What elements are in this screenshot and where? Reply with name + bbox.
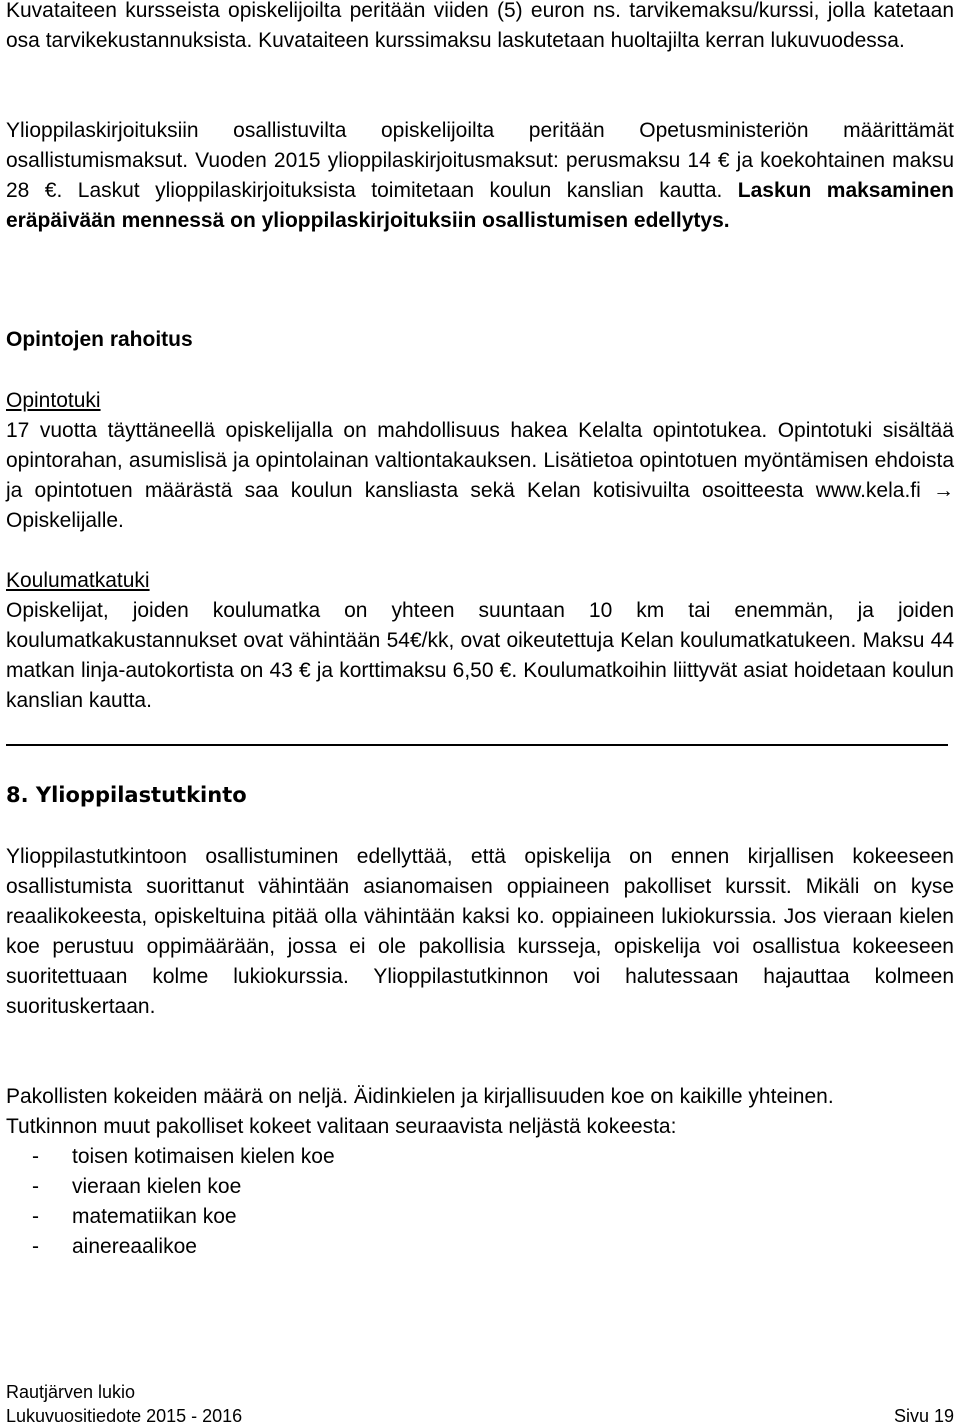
payment-requirement-text: Laskun maksaminen eräpäivään mennessä on ylioppilaskirjoituksiin osallistumisen edellytys. [6,179,954,232]
subheading-study-grant: Opintotuki [6,389,101,412]
matriculation-heading-block [6,780,954,810]
section-heading-matriculation: 8. Ylioppilastutkinto [6,783,247,807]
section-heading-financing: Opintojen rahoitus [6,328,193,351]
footer-page-number: Sivu 19 [893,1406,954,1426]
art-fee-text: Kuvataiteen kursseista opiskelijoilta peritään viiden (5) euron ns. tarvikemaksu/kurssi, jolla katetaan osa tarvikekustannuksista. Kuvataiteen kurssimaksu laskutetaan huoltajilta kerran lukuvuodessa. [6,0,954,52]
financing-heading-block [6,325,954,355]
other-exams-text: Tutkinnon muut pakolliset kokeet valitaan seuraavista neljästä kokeesta: [6,1115,677,1138]
school-travel-block [6,566,954,716]
school-travel-text: Opiskelijat, joiden koulumatka on yhteen suuntaan 10 km tai enemmän, ja joiden koulumatkakustannukset ovat vähintään 54€/kk, ovat oikeutettuja Kelan koulumatkatukeen. Maksu 44 matkan linja-autokortista on 43 € ja korttimaksu 6,50 €. Koulumatkoihin liittyvät asiat hoidetaan koulun kanslian kautta. [6,599,954,712]
study-grant-block [6,386,954,536]
list-item: - ainereaalikoe [32,1235,197,1258]
art-fee-paragraph [6,0,954,56]
matriculation-paragraph [6,842,954,1022]
section-divider [6,744,948,746]
mandatory-exams-paragraph [6,1082,954,1262]
list-item: - toisen kotimaisen kielen koe [32,1145,335,1168]
study-grant-text: 17 vuotta täyttäneellä opiskelijalla on mahdollisuus hakea Kelalta opintotukea. Opintotuki sisältää opintorahan, asumislisä ja opintolainan valtiontakauksen. Lisätietoa opintotuen myöntämisen ehdoista ja opintotuen määrästä saa koulun kansliasta sekä Kelan kotisivuilta osoitteesta www.kela.fi → Opiskelijalle. [6,419,954,532]
list-item: - matematiikan koe [32,1205,237,1228]
exam-list [6,1142,954,1262]
matriculation-fee-paragraph [6,116,954,236]
page-footer [6,1380,954,1428]
footer-title: Lukuvuositiedote 2015 - 2016 [6,1406,243,1426]
matriculation-text: Ylioppilastutkintoon osallistuminen edellyttää, että opiskelija on ennen kirjallisen kokeeseen osallistumista suorittanut vähintään asianomaisen oppiaineen pakolliset kurssit. Mikäli on kyse reaalikokeesta, opiskeltuina pitää olla vähintään kaksi ko. oppiaineen lukiokurssia. Jos vieraan kielen koe perustuu oppimäärään, jossa ei ole pakollisia kursseja, opiskelija voi osallistua kokeeseen suoritettuaan kolme lukiokurssia. Ylioppilastutkinnon voi halutessaan hajauttaa kolmeen suorituskertaan. [6,845,954,1018]
matriculation-fee-text: Ylioppilaskirjoituksiin osallistuvilta opiskelijoilta peritään Opetusministeriön määrittämät osallistumismaksut. Vuoden 2015 ylioppilaskirjoitusmaksut: perusmaksu 14 € ja koekohtainen maksu 28 €. Laskut ylioppilaskirjoituksista toimitetaan koulun kanslian kautta. [6,119,954,202]
footer-school: Rautjärven lukio [6,1382,136,1402]
subheading-school-travel: Koulumatkatuki [6,569,150,592]
mandatory-exams-text: Pakollisten kokeiden määrä on neljä. Äidinkielen ja kirjallisuuden koe on kaikille yhteinen. [6,1085,834,1108]
list-item: - vieraan kielen koe [32,1175,242,1198]
